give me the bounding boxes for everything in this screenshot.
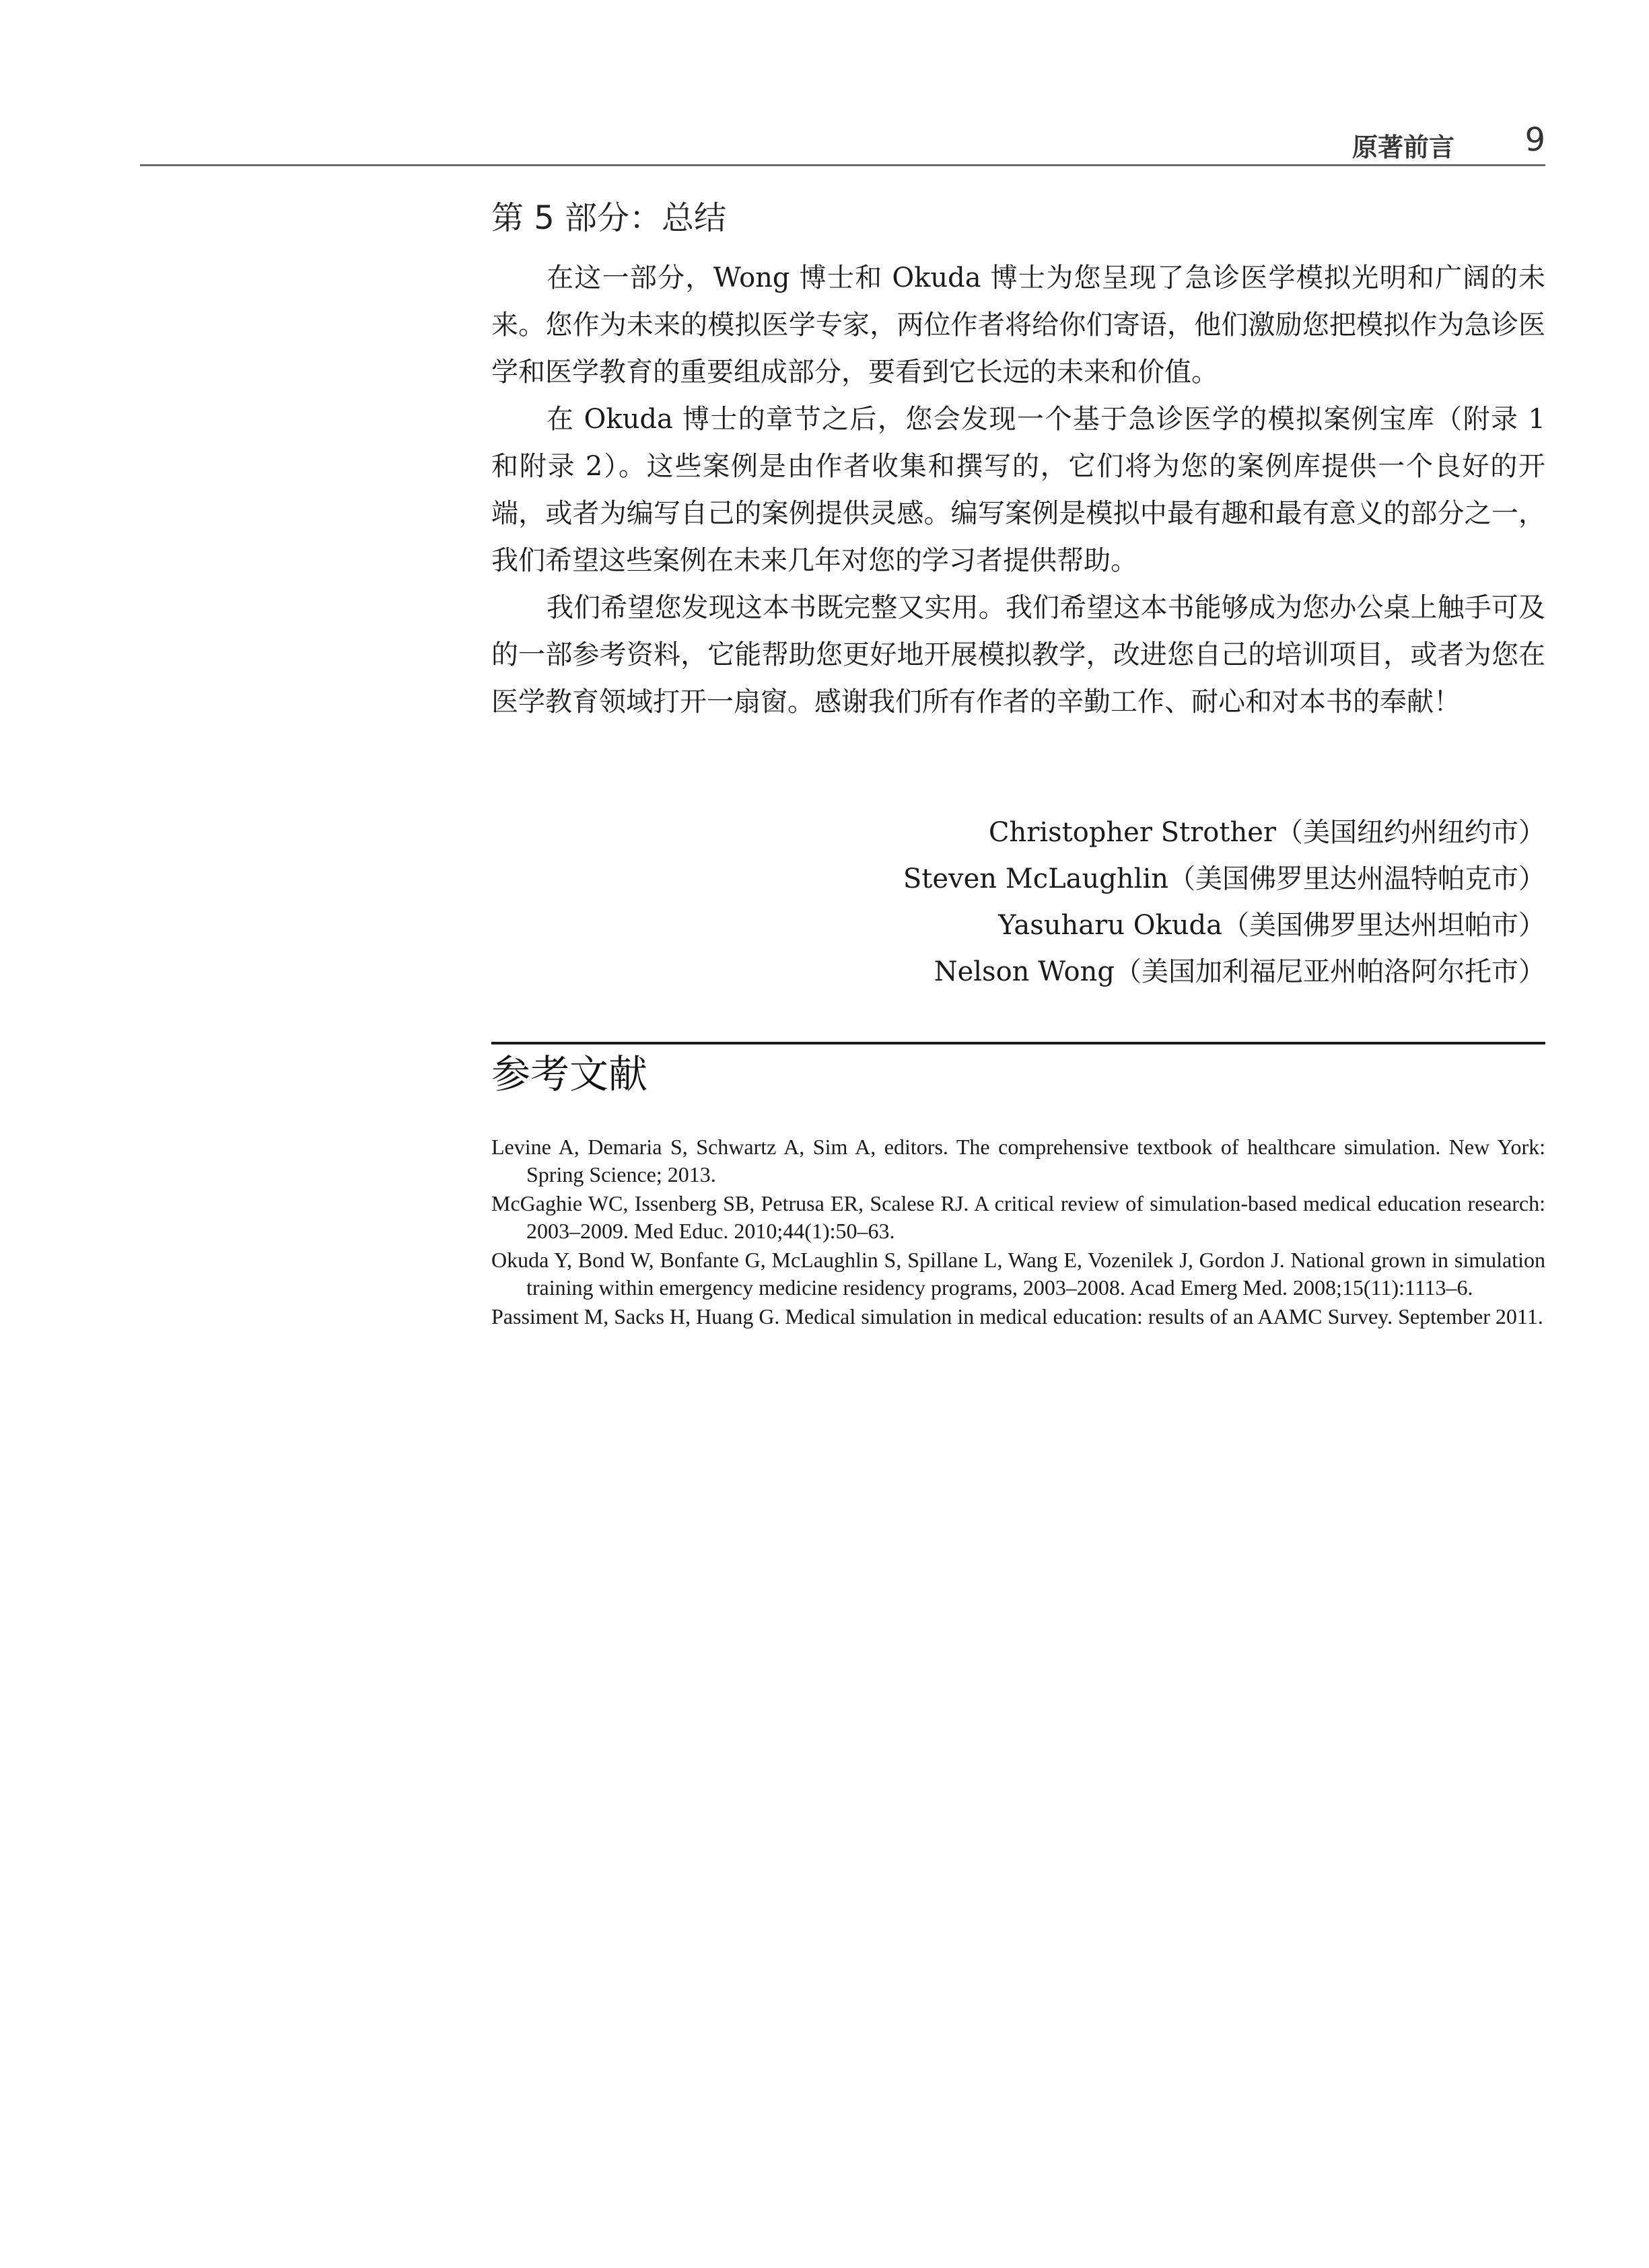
paragraph: 在这一部分，Wong 博士和 Okuda 博士为您呈现了急诊医学模拟光明和广阔的未来。您作为未来的模拟医学专家，两位作者将给你们寄语，他们激励您把模拟作为急诊医学和医学教育的重要组成部分，要看到它长远的未来和价值。 bbox=[491, 262, 1545, 388]
section-heading: 第 5 部分：总结 bbox=[491, 199, 727, 237]
author-signatures bbox=[491, 810, 1545, 995]
signature-line: Christopher Strother（美国纽约州纽约市） bbox=[988, 817, 1545, 848]
reference-item: McGaghie WC, Issenberg SB, Petrusa ER, Scalese RJ. A critical review of simulation-based medical education research: 2003–2009. Med Educ. 2010;44(1):50–63. bbox=[491, 1191, 1545, 1243]
references-list bbox=[491, 1133, 1545, 1332]
signature-line: Steven McLaughlin（美国佛罗里达州温特帕克市） bbox=[903, 863, 1545, 894]
reference-item: Levine A, Demaria S, Schwartz A, Sim A, editors. The comprehensive textbook of healthcare simulation. New York: Spring Science; 2013. bbox=[491, 1135, 1545, 1186]
body-text bbox=[491, 254, 1545, 725]
running-header-title: 原著前言 bbox=[1352, 133, 1454, 162]
signature-line: Nelson Wong（美国加利福尼亚州帕洛阿尔托市） bbox=[934, 956, 1545, 987]
references-rule bbox=[491, 1042, 1545, 1044]
references-heading: 参考文献 bbox=[491, 1051, 648, 1097]
reference-item: Passiment M, Sacks H, Huang G. Medical simulation in medical education: results of an AAMC Survey. September 2011. bbox=[491, 1304, 1543, 1328]
paragraph: 在 Okuda 博士的章节之后，您会发现一个基于急诊医学的模拟案例宝库（附录 1 和附录 2）。这些案例是由作者收集和撰写的，它们将为您的案例库提供一个良好的开端，或者为编写自己的案例提供灵感。编写案例是模拟中最有趣和最有意义的部分之一，我们希望这些案例在未来几年对您的学习者提供帮助。 bbox=[491, 404, 1545, 576]
paragraph: 我们希望您发现这本书既完整又实用。我们希望这本书能够成为您办公桌上触手可及的一部参考资料，它能帮助您更好地开展模拟教学，改进您自己的培训项目，或者为您在医学教育领域打开一扇窗。感谢我们所有作者的辛勤工作、耐心和对本书的奉献！ bbox=[491, 592, 1545, 717]
page-number: 9 bbox=[1524, 121, 1545, 159]
reference-item: Okuda Y, Bond W, Bonfante G, McLaughlin S, Spillane L, Wang E, Vozenilek J, Gordon J. National grown in simulation training within emergency medicine residency programs, 2003–2008. Acad Emerg Med. 2008;15(11):1113–6. bbox=[491, 1248, 1545, 1300]
running-header bbox=[140, 113, 1545, 166]
signature-line: Yasuharu Okuda（美国佛罗里达州坦帕市） bbox=[998, 910, 1545, 941]
